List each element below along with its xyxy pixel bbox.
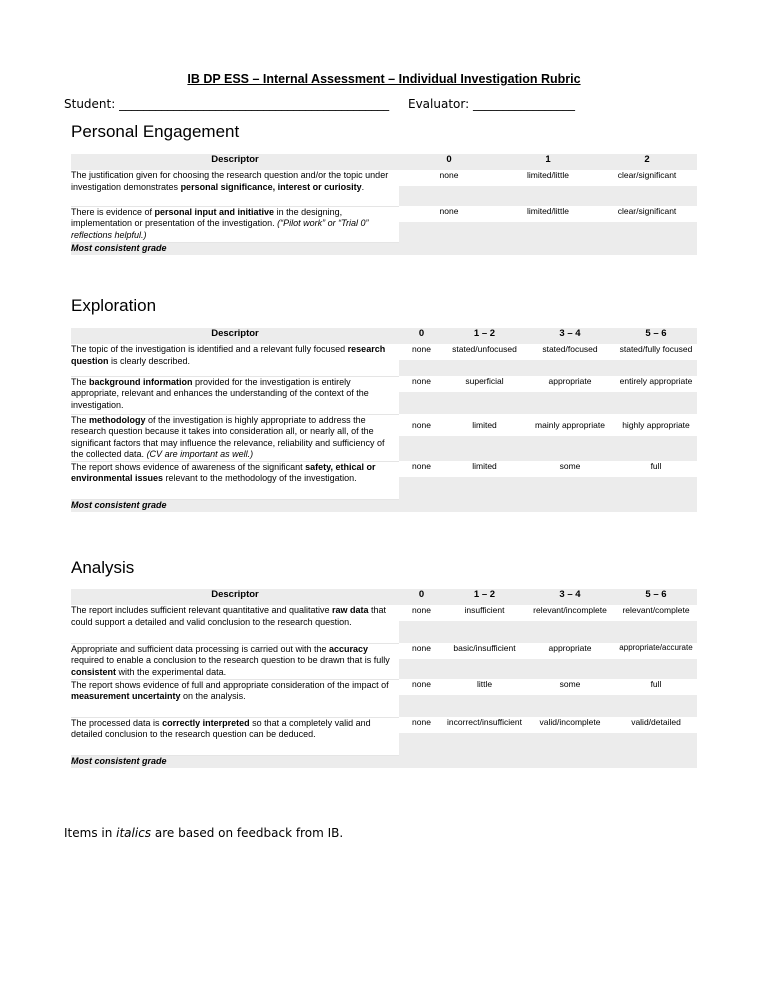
most-consistent-grade-label: Most consistent grade bbox=[71, 499, 399, 512]
student-field bbox=[64, 97, 389, 111]
score-cell[interactable]: none bbox=[399, 717, 444, 733]
student-label: Student: bbox=[64, 97, 116, 111]
table-row bbox=[71, 206, 697, 222]
descriptor-cell: The processed data is correctly interpreted so that a completely valid and detailed conclusion to the research question can be deduced. bbox=[71, 717, 399, 755]
descriptor-cell: The report shows evidence of full and appropriate consideration of the impact of measurement uncertainty on the analysis. bbox=[71, 679, 399, 717]
header-cell: 0 bbox=[399, 328, 444, 344]
section-heading-personal-engagement: Personal Engagement bbox=[71, 122, 240, 141]
header-cell: 2 bbox=[597, 154, 697, 170]
score-cell[interactable]: none bbox=[399, 376, 444, 392]
header-cell: 3 – 4 bbox=[525, 328, 615, 344]
grade-entry[interactable] bbox=[399, 755, 697, 768]
score-cell[interactable]: valid/incomplete bbox=[525, 717, 615, 733]
score-cell[interactable]: incorrect/insufficient bbox=[444, 717, 525, 733]
score-cell[interactable]: limited bbox=[444, 461, 525, 477]
page-title: IB DP ESS – Internal Assessment – Individual Investigation Rubric bbox=[187, 72, 581, 86]
table-header-row bbox=[71, 589, 697, 605]
score-cell[interactable]: none bbox=[399, 414, 444, 436]
table-row bbox=[71, 717, 697, 733]
section-heading-analysis: Analysis bbox=[71, 558, 135, 577]
most-consistent-grade-label: Most consistent grade bbox=[71, 242, 399, 255]
descriptor-cell: The report includes sufficient relevant quantitative and qualitative raw data that could support a detailed and valid conclusion to the research question. bbox=[71, 605, 399, 643]
table-row bbox=[71, 643, 697, 659]
score-cell[interactable]: none bbox=[399, 170, 499, 186]
table-row bbox=[71, 414, 697, 436]
descriptor-cell: There is evidence of personal input and initiative in the designing, implementation or presentation of the investigation. (“Pilot work” or “Trial 0” reflections helpful.) bbox=[71, 206, 399, 242]
table-row bbox=[71, 605, 697, 621]
table-row bbox=[71, 461, 697, 477]
exploration-table bbox=[71, 328, 697, 512]
score-cell[interactable]: some bbox=[525, 461, 615, 477]
score-cell[interactable]: insufficient bbox=[444, 605, 525, 621]
score-cell[interactable]: stated/fully focused bbox=[615, 344, 697, 360]
score-cell[interactable]: superficial bbox=[444, 376, 525, 392]
personal-engagement-table bbox=[71, 154, 697, 255]
table-header-row bbox=[71, 328, 697, 344]
score-cell[interactable]: limited/little bbox=[499, 206, 597, 222]
score-cell[interactable]: some bbox=[525, 679, 615, 695]
footer-row bbox=[71, 242, 697, 255]
header-cell: 1 bbox=[499, 154, 597, 170]
mark-area[interactable] bbox=[399, 477, 697, 499]
score-cell[interactable]: none bbox=[399, 461, 444, 477]
score-cell[interactable]: none bbox=[399, 206, 499, 222]
table-row bbox=[71, 170, 697, 186]
mark-area[interactable] bbox=[399, 360, 697, 376]
descriptor-cell: The methodology of the investigation is highly appropriate to address the research question because it takes into consideration all, or nearly all, of the significant factors that may influence the relevance, reliability and sufficiency of the collected data. (CV are important as well.) bbox=[71, 414, 399, 461]
descriptor-cell: Appropriate and sufficient data processing is carried out with the accuracy required to enable a conclusion to the research question to be drawn that is fully consistent with the experimental data. bbox=[71, 643, 399, 679]
table-row bbox=[71, 344, 697, 360]
score-cell[interactable]: none bbox=[399, 344, 444, 360]
score-cell[interactable]: appropriate bbox=[525, 376, 615, 392]
header-cell: 5 – 6 bbox=[615, 328, 697, 344]
descriptor-cell: The topic of the investigation is identified and a relevant fully focused research question is clearly described. bbox=[71, 344, 399, 376]
header-cell: 0 bbox=[399, 589, 444, 605]
score-cell[interactable]: full bbox=[615, 461, 697, 477]
header-cell: 1 – 2 bbox=[444, 328, 525, 344]
score-cell[interactable]: relevant/incomplete bbox=[525, 605, 615, 621]
header-cell: 0 bbox=[399, 154, 499, 170]
evaluator-label: Evaluator: bbox=[408, 97, 470, 111]
score-cell[interactable]: stated/focused bbox=[525, 344, 615, 360]
score-cell[interactable]: appropriate bbox=[525, 643, 615, 659]
score-cell[interactable]: little bbox=[444, 679, 525, 695]
header-cell: Descriptor bbox=[71, 328, 399, 344]
mark-area[interactable] bbox=[399, 436, 697, 461]
score-cell[interactable]: none bbox=[399, 679, 444, 695]
score-cell[interactable]: highly appropriate bbox=[615, 414, 697, 436]
score-cell[interactable]: none bbox=[399, 605, 444, 621]
descriptor-cell: The report shows evidence of awareness of the significant safety, ethical or environmental issues relevant to the methodology of the investigation. bbox=[71, 461, 399, 499]
mark-area[interactable] bbox=[399, 392, 697, 414]
score-cell[interactable]: limited bbox=[444, 414, 525, 436]
mark-area[interactable] bbox=[399, 659, 697, 679]
header-cell: 5 – 6 bbox=[615, 589, 697, 605]
mark-area[interactable] bbox=[399, 186, 697, 206]
score-cell[interactable]: limited/little bbox=[499, 170, 597, 186]
score-cell[interactable]: appropriate/accurate bbox=[615, 643, 697, 659]
mark-area[interactable] bbox=[399, 621, 697, 643]
evaluator-field bbox=[408, 97, 575, 111]
score-cell[interactable]: entirely appropriate bbox=[615, 376, 697, 392]
score-cell[interactable]: relevant/complete bbox=[615, 605, 697, 621]
footer-row bbox=[71, 755, 697, 768]
grade-entry[interactable] bbox=[399, 499, 697, 512]
score-cell[interactable]: valid/detailed bbox=[615, 717, 697, 733]
score-cell[interactable]: mainly appropriate bbox=[525, 414, 615, 436]
footer-row bbox=[71, 499, 697, 512]
score-cell[interactable]: basic/insufficient bbox=[444, 643, 525, 659]
evaluator-input-line[interactable]: _________________ bbox=[472, 97, 575, 111]
header-cell: Descriptor bbox=[71, 154, 399, 170]
table-row bbox=[71, 376, 697, 392]
table-header-row bbox=[71, 154, 697, 170]
mark-area[interactable] bbox=[399, 695, 697, 717]
section-heading-exploration: Exploration bbox=[71, 296, 157, 315]
descriptor-cell: The background information provided for the investigation is entirely appropriate, relevant and enhances the understanding of the context of the investigation. bbox=[71, 376, 399, 414]
italics-note: Items in italics are based on feedback from IB. bbox=[64, 826, 344, 840]
descriptor-cell: The justification given for choosing the research question and/or the topic under investigation demonstrates personal significance, interest or curiosity. bbox=[71, 170, 399, 206]
grade-entry[interactable] bbox=[399, 242, 697, 255]
mark-area[interactable] bbox=[399, 222, 697, 242]
student-input-line[interactable]: _____________________________________________ bbox=[119, 97, 390, 111]
header-cell: Descriptor bbox=[71, 589, 399, 605]
header-cell: 1 – 2 bbox=[444, 589, 525, 605]
analysis-table bbox=[71, 589, 697, 768]
table-row bbox=[71, 679, 697, 695]
mark-area[interactable] bbox=[399, 733, 697, 755]
score-cell[interactable]: stated/unfocused bbox=[444, 344, 525, 360]
header-cell: 3 – 4 bbox=[525, 589, 615, 605]
score-cell[interactable]: clear/significant bbox=[597, 170, 697, 186]
score-cell[interactable]: clear/significant bbox=[597, 206, 697, 222]
score-cell[interactable]: none bbox=[399, 643, 444, 659]
most-consistent-grade-label: Most consistent grade bbox=[71, 755, 399, 768]
score-cell[interactable]: full bbox=[615, 679, 697, 695]
